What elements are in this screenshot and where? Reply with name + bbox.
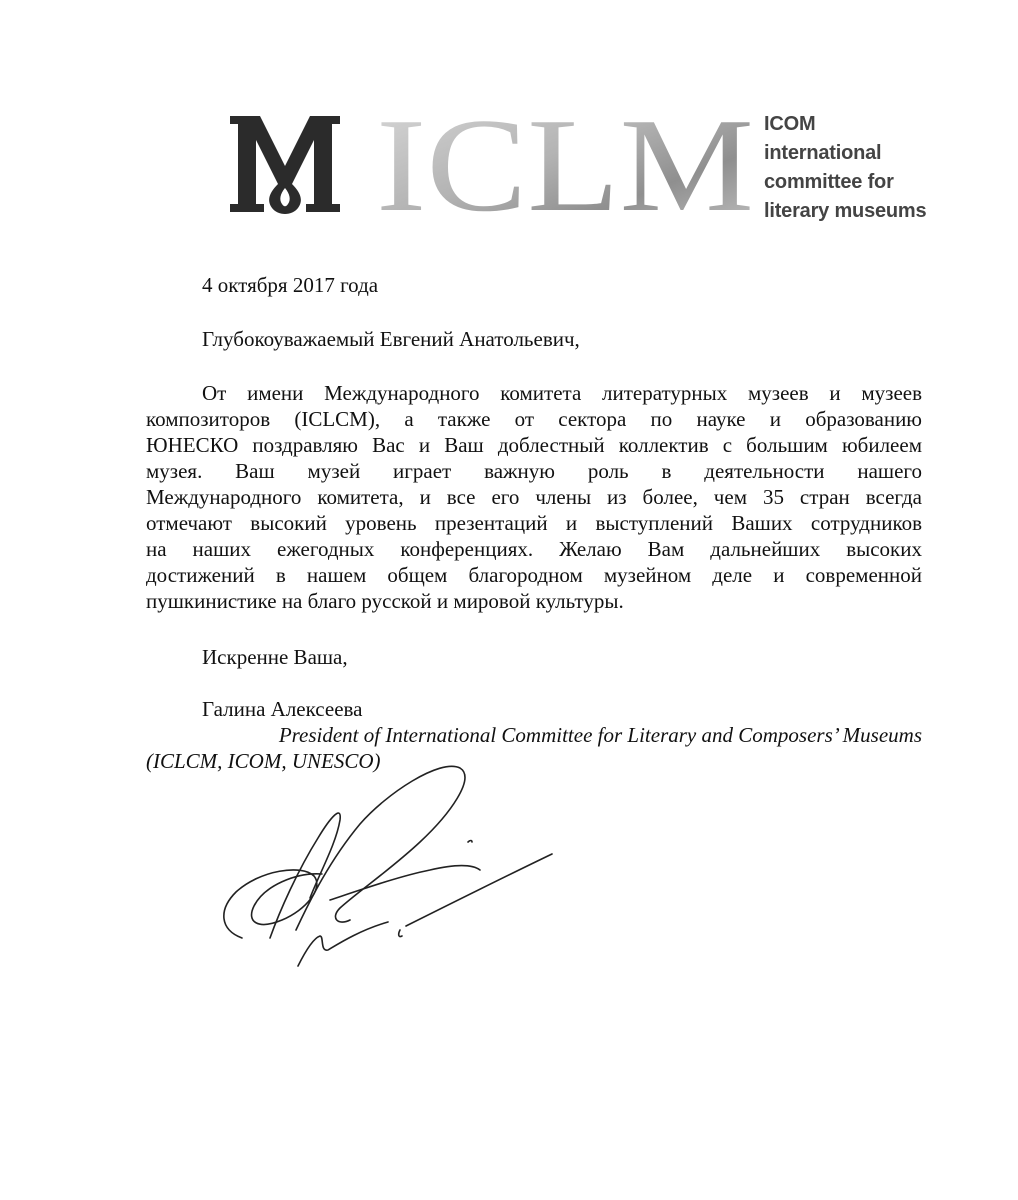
body-line: От имени Международного комитета литературных музеев и музеев bbox=[202, 381, 922, 405]
body-line: достижений в нашем общем благородном музейном деле и современной bbox=[146, 563, 922, 587]
museum-monogram-logo bbox=[226, 110, 344, 218]
closing-phrase: Искренне Ваша, bbox=[202, 645, 348, 669]
body-line: на наших ежегодных конференциях. Желаю Вам дальнейших высоких bbox=[146, 537, 922, 561]
letterhead bbox=[226, 100, 966, 230]
body-line: музея. Ваш музей играет важную роль в деятельности нашего bbox=[146, 459, 922, 483]
org-line-committee: committee for bbox=[764, 171, 894, 193]
signer-title-line: (ICLCM, ICOM, UNESCO) bbox=[146, 749, 381, 773]
org-line-icom: ICOM bbox=[764, 113, 816, 135]
iclm-wordmark-logo bbox=[376, 106, 756, 218]
body-line: ЮНЕСКО поздравляю Вас и Ваш доблестный коллектив с большим юбилеем bbox=[146, 433, 922, 457]
body-line: композиторов (ICLCM), а также от сектора по науке и образованию bbox=[146, 407, 922, 431]
letter-body bbox=[146, 380, 922, 614]
body-line: пушкинистике на благо русской и мировой культуры. bbox=[146, 589, 624, 613]
signer-name: Галина Алексеева bbox=[202, 697, 363, 721]
logo-text: ICLM bbox=[376, 106, 754, 218]
letter-date: 4 октября 2017 года bbox=[202, 273, 379, 297]
org-line-literary-museums: literary museums bbox=[764, 200, 927, 222]
body-line: Международного комитета, и все его члены из более, чем 35 стран всегда bbox=[146, 485, 922, 509]
organization-name bbox=[764, 110, 964, 226]
salutation: Глубокоуважаемый Евгений Анатольевич, bbox=[202, 327, 580, 351]
signer-title-line: President of International Committee for Literary and Composers’ Museums bbox=[278, 723, 922, 747]
org-line-international: international bbox=[764, 142, 882, 164]
handwritten-signature bbox=[210, 760, 590, 990]
body-line: отмечают высокий уровень презентаций и выступлений Ваших сотрудников bbox=[146, 511, 922, 535]
